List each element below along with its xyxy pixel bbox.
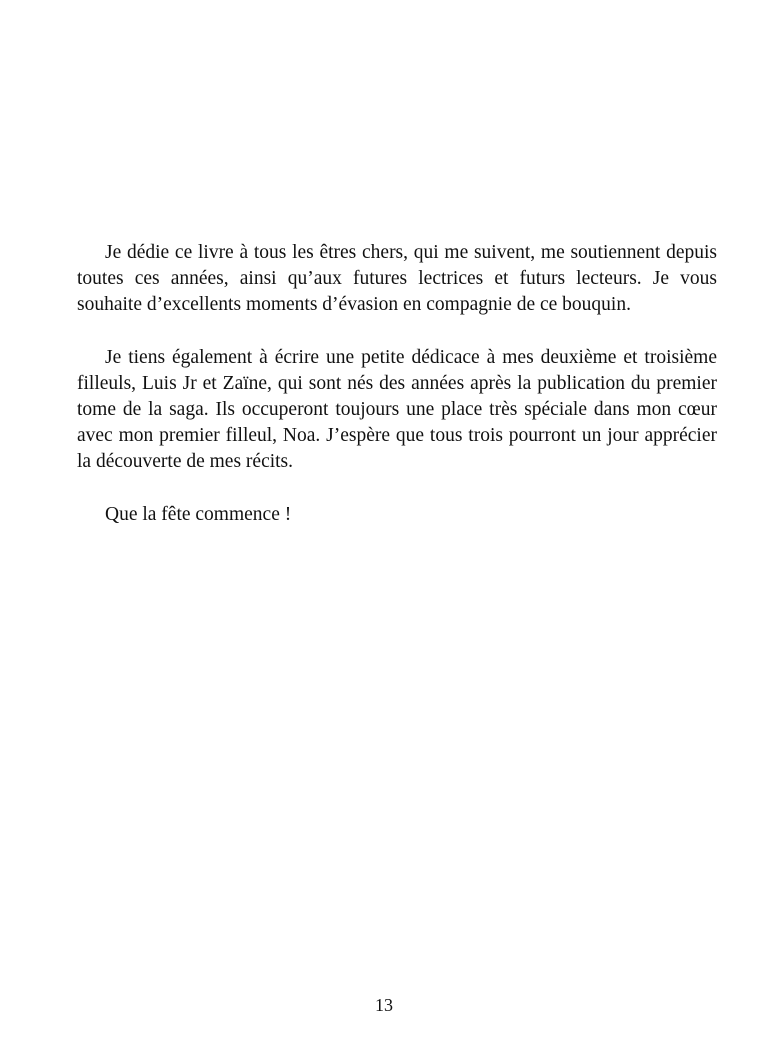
- dedication-paragraph-1: Je dédie ce livre à tous les êtres chers, qui me suivent, me soutiennent depuis toutes ces années, ainsi qu’aux futures lectrices et futurs lecteurs. Je vous souhaite d’excellents moments d’évasion en compagnie de ce bouquin.: [77, 242, 717, 316]
- dedication-paragraph-3: Que la fête commence !: [105, 503, 292, 525]
- page-number: 13: [375, 995, 393, 1015]
- dedication-text: [77, 240, 717, 554]
- dedication-paragraph-2: Je tiens également à écrire une petite dédicace à mes deuxième et troisième filleuls, Luis Jr et Zaïne, qui sont nés des années après la publication du premier tome de la saga. Ils occuperont toujours une place très spéciale dans mon cœur avec mon premier filleul, Noa. J’espère que tous trois pourront un jour apprécier la découverte de mes récits.: [77, 346, 717, 473]
